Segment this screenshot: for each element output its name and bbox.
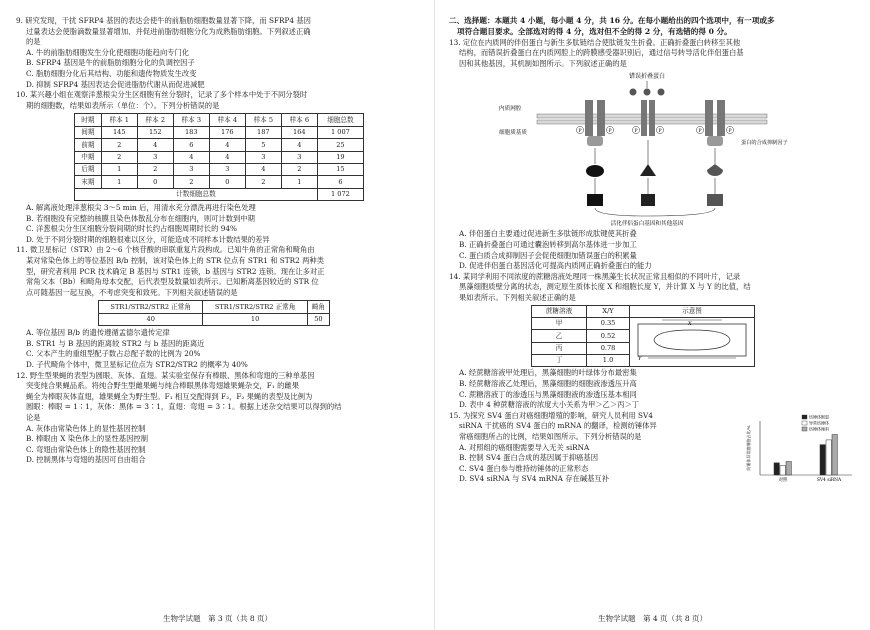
table-cell: 0.52 [587,330,630,342]
table-cell: 19 [317,151,363,163]
q14-option-c: C. 蔗糖溶液丁的渗透压与黑藻细胞液的渗透压基本相同 [459,389,637,399]
q11-table [98,300,330,326]
table-cell: 183 [173,126,209,138]
section-header-line: 二、选择题：本题共 4 小题，每小题 4 分，共 16 分。在每小题给出的四个选项中，有一项或多 [449,16,775,25]
table-cell: 6 [317,176,363,188]
q11-option-c: C. 父本产生的重组型配子数占总配子数的比例为 20% [26,349,201,359]
table-cell: 3 [137,151,173,163]
bar-0-0 [774,463,779,475]
table-cell: 前期 [75,139,102,151]
q9-stem-line: 9. 研究发现，干扰 SFRP4 基因的表达会使牛的前脂肪细胞数量显著下降，而 SFRP4 基因 [16,16,311,25]
q9-stem-line: 过量表达会使脂滴数量显著增加、并促进前脂肪细胞分化为成熟脂肪细胞。下列叙述正确 [26,26,311,36]
table-cell: 50 [307,313,329,325]
section-header [449,16,860,38]
q11-option-b: B. STR1 与 B 基因的距离较 STR2 与 b 基因的距离近 [26,338,205,348]
q14-stem-line: 14. 某同学利用不同浓度的蔗糖溶液处理同一株黑藻生长状况正常且相似的不同叶片，记录 [449,271,741,281]
table-cell: 152 [137,126,173,138]
q12-option-c: C. 弯翅由常染色体上的隐性基因控制 [26,444,146,454]
svg-text:P: P [658,129,662,135]
signal-molecule-1 [586,165,604,177]
question-11 [16,245,423,370]
q13-option-d: D. 促进伴侣蛋白基因活化可提高内质网正确折叠蛋白的能力 [459,261,652,271]
question-13 [449,38,860,272]
q15-bar-chart [744,411,856,487]
svg-text:P: P [634,129,638,135]
legend-label: 纺锤体断裂 [809,414,829,420]
question-9 [16,16,423,90]
q10-table [74,113,364,201]
q15-stem-line: 常癌细胞所占的比例，结果如图所示。下列分析错误的是 [459,432,642,442]
svg-text:Y: Y [638,356,642,363]
table-cell: 4 [209,151,245,163]
table-cell: 4 [245,163,281,175]
q9-option-d: D. 抑制 SFRP4 基因表达会促进脂肪代谢从而促进减肥 [26,79,205,89]
table-cell: 计数细胞总数 [75,188,318,200]
question-15 [449,411,860,485]
table-cell: 丙 [532,342,587,354]
svg-text:X: X [688,321,692,328]
legend-label: 异常纺锤体 [809,420,829,426]
q10-option-b: B. 若细胞没有完整的核膜且染色体散乱分布在细胞内，则可计数到中期 [26,213,255,223]
q14-option-b: B. 经蔗糖溶液乙处理后，黑藻细胞的细胞液渗透压升高 [459,379,637,389]
figure-label-lumen: 内质网腔 [499,106,522,113]
table-cell: 丁 [532,355,587,367]
table-cell: 10 [203,313,307,325]
svg-text:P: P [578,129,582,135]
q10-stem-line: 10. 某兴趣小组在观察洋葱根尖分生区细胞有丝分裂时，记录了多个样本中处于不同分裂时 [16,90,308,100]
figure-label-inhibitor: 蛋白的合成抑制因子 [741,140,788,147]
table-header: STR1/STR2/STR2 正常角 [99,301,203,313]
q9-option-a: A. 牛的前脂肪细胞发生分化使细胞功能趋向专门化 [26,47,190,57]
table-cell: 6 [173,139,209,151]
q14-cell-diagram [630,317,755,367]
legend-swatch [802,421,807,425]
q11-stem-line: 常角父本（Bb）和畸角母本交配，后代表型及数量如表所示。已知断离基因较近的 STR 位 [26,277,319,287]
q9-stem-line: 的是 [26,37,41,47]
figure-label-bottom: 活化伴侣蛋白基因和其他基因 [610,221,684,228]
table-cell: 2 [101,151,137,163]
table-cell: 中期 [75,151,102,163]
q12-stem-line: 蝇全为棒眼灰体直翅，雄果蝇全为野生型。F₁ 相互交配得到 F₂，F₂ 果蝇的表型及比例为 [26,391,313,401]
table-cell: 3 [209,163,245,175]
table-row [75,126,364,138]
table-header: 示意图 [630,305,755,317]
table-cell: 2 [281,163,317,175]
q13-option-b: B. 正确折叠蛋白可通过囊泡转移到高尔基体进一步加工 [459,239,637,249]
table-cell: 1.0 [587,355,630,367]
table-row [99,313,330,325]
misfolded-protein-icons [630,89,665,96]
question-12 [16,371,423,466]
table-cell: 2 [173,176,209,188]
q13-mechanism-figure [497,70,797,228]
table-header: 时期 [75,114,102,126]
q12-stem-line: 突变纯合果蝇品系。将纯合野生型雌果蝇与纯合棒眼黑体弯翅雄果蝇杂交，F₁ 的雌果 [26,381,299,391]
table-row [75,188,364,200]
table-header: X/Y [587,305,630,317]
q14-stem-line: 黑藻细胞质壁分离的状态，测定原生质体长度 X 和细胞长度 Y，并计算 X 与 Y 的比值，结 [459,282,751,292]
table-cell: 4 [281,139,317,151]
table-cell: 1 007 [317,126,363,138]
table-header: 样本 4 [209,114,245,126]
table-cell: 3 [281,151,317,163]
signal-molecule-3 [707,164,723,176]
table-cell: 后期 [75,163,102,175]
table-cell: 1 [101,163,137,175]
table-header-row [99,301,330,313]
q13-stem-line: 结构，而错误折叠蛋白在内质网腔上的跨膜感受器识别后，通过信号转导活化伴侣蛋白基 [459,48,744,58]
q14-option-d: D. 表中 4 种蔗糖溶液的浓度大小关系为甲＞乙＞丙＞丁 [459,400,640,410]
table-header: 样本 5 [245,114,281,126]
table-cell: 40 [99,313,203,325]
table-header-row [75,114,364,126]
table-header: 样本 3 [173,114,209,126]
q12-stem-line: 论是 [26,412,41,422]
q11-stem-line: 某对常染色体上的等位基因 B/b 控制，该对染色体上的 STR 位点有 STR1 和 STR2 两种类 [26,256,325,266]
legend-swatch [802,427,807,431]
q15-option-d: D. SV4 siRNA 与 SV4 mRNA 存在碱基互补 [459,474,610,484]
table-cell: 0 [137,176,173,188]
q11-option-d: D. 子代畸角个体中，微卫星标记位点为 STR2/STR2 的概率为 40% [26,359,248,369]
q11-stem-line: 11. 微卫星标记（STR）由 2～6 个核苷酸的串联重复片段构成。已知牛角的正常角和畸角由 [16,245,315,255]
q15-option-c: C. SV4 蛋白参与维持纺锤体的正常形态 [459,463,589,473]
q15-stem-line: 15. 为探究 SV4 蛋白对癌细胞增殖的影响，研究人员利用 SV4 [449,410,653,420]
q13-stem-line: 因和其他基因，其机制如图所示。下列叙述正确的是 [459,58,627,68]
table-cell: 145 [101,126,137,138]
q14-table [531,305,755,368]
table-cell: 187 [245,126,281,138]
table-header: 样本 6 [281,114,317,126]
q13-option-a: A. 伴侣蛋白主要通过促进新生多肽链形成肽键使其折叠 [459,229,637,239]
table-cell: 1 [101,176,137,188]
table-cell: 4 [209,139,245,151]
table-cell: 15 [317,163,363,175]
q11-stem-line: 点可随基因一起互换，不考虑突变和致死。下列相关叙述错误的是 [26,287,238,297]
table-cell: 末期 [75,176,102,188]
table-cell: 3 [173,163,209,175]
table-cell: 甲 [532,317,587,329]
right-page-footer: 生物学试题 第 4 页（共 8 页） [597,614,708,623]
plasmolysis-cell-diagram [632,318,752,362]
table-cell: 乙 [532,330,587,342]
q11-stem-line: 型，研究者利用 PCR 技术确定 B 基因与 STR1 连锁，b 基因与 STR2 连锁。现在让多对正 [26,266,325,276]
left-page-footer: 生物学试题 第 3 页（共 8 页） [162,614,273,623]
q10-stem-line: 期的细胞数，结果如表所示（单位：个）。下列分析错误的是 [26,100,220,110]
table-row [75,163,364,175]
right-page [435,0,870,630]
figure-label-top: 错误折叠蛋白 [628,73,666,81]
table-row [532,317,755,329]
q10-option-d: D. 处于不同分裂时期的细胞很难以区分，可能造成不同样本计数结果的差异 [26,234,270,244]
table-header: 细胞总数 [317,114,363,126]
x-tick-label: SV4 siRNA [816,477,842,483]
bar-1-0 [820,444,825,474]
table-cell: 2 [245,176,281,188]
table-cell: 间期 [75,126,102,138]
legend-swatch [802,415,807,419]
q12-stem-line: 圆眼：棒眼 = 1∶1，灰体：黑体 = 3∶1，直翅：弯翅 = 3∶1。根据上述杂交结果可以得到的结 [26,402,342,412]
table-cell: 164 [281,126,317,138]
q12-option-a: A. 灰体由常染色体上的显性基因控制 [26,423,146,433]
q15-option-b: B. 控制 SV4 蛋白合成的基因属于抑癌基因 [459,453,599,463]
q10-option-a: A. 解离液处理洋葱根尖 3～5 min 后，用清水充分漂洗再进行染色处理 [26,203,256,213]
section-header-line: 项符合题目要求。全部选对的得 4 分，选对但不全的得 2 分，有选错的得 0 分。 [457,26,732,36]
signal-molecule-2 [640,164,656,176]
table-row [75,139,364,151]
figure-label-cytosol: 细胞质基质 [499,130,527,137]
q14-stem-line: 果如表所示。下列相关叙述正确的是 [459,292,576,302]
table-header: 样本 1 [101,114,137,126]
question-14 [449,272,860,411]
bar-1-2 [832,434,837,475]
table-row [75,151,364,163]
svg-text:P: P [728,129,732,135]
bar-1-1 [826,440,831,475]
table-cell: 1 072 [317,188,363,200]
q9-option-c: C. 脂肪细胞分化后其结构、功能和遗传物质发生改变 [26,68,197,78]
q12-stem-line: 12. 野生型果蝇的表型为圆眼、灰体、直翅。某实验室保存有棒眼、黑体和弯翅的三种单基因 [16,370,315,380]
table-cell: 0 [209,176,245,188]
table-cell: 1 [281,176,317,188]
table-cell: 2 [101,139,137,151]
table-header-row [532,305,755,317]
q12-option-d: D. 控制黑体与弯翅的基因可自由组合 [26,455,146,465]
q9-option-b: B. SFRP4 基因是牛的前脂肪细胞分化的负调控因子 [26,58,195,68]
legend-label: 纺锤体倾斜 [809,426,829,432]
question-10 [16,90,423,245]
q13-stem-line: 13. 定位在内质网的伴侣蛋白与新生多肽链结合使肽链发生折叠。正确折叠蛋白转移至其他 [449,37,741,47]
table-cell: 4 [137,139,173,151]
q14-option-a: A. 经蔗糖溶液甲处理后，黑藻细胞的叶绿体分布最密集 [459,368,637,378]
bar-0-1 [780,465,785,474]
table-header: 畸角 [307,301,329,313]
bar-0-2 [786,461,791,475]
svg-text:P: P [698,129,702,135]
table-cell: 3 [245,151,281,163]
x-tick-label: 对照 [778,477,788,483]
table-cell: 5 [245,139,281,151]
table-header: 蔗糖溶液 [532,305,587,317]
table-cell: 25 [317,139,363,151]
table-header: 样本 2 [137,114,173,126]
convergence-lines [595,208,715,216]
q13-option-c: C. 蛋白质合成抑制因子会促使细胞加错误蛋白的积累量 [459,250,637,260]
table-cell: 4 [173,151,209,163]
table-cell: 0.35 [587,317,630,329]
q11-option-a: A. 等位基因 B/b 的遗传遵循孟德尔遗传定律 [26,328,170,338]
table-cell: 176 [209,126,245,138]
y-axis-label: 纺锤体异常癌细胞占比/% [746,425,751,471]
q15-stem-line: siRNA 干扰癌的 SV4 蛋白的 mRNA 的翻译，检测纺锤体异 [459,421,657,431]
table-row [75,176,364,188]
q12-option-b: B. 棒眼由 X 染色体上的显性基因控制 [26,434,148,444]
q10-option-c: C. 洋葱根尖分生区细胞分裂间期的时长约占细胞周期时长的 94% [26,224,237,234]
table-header: STR1/STR2/STR2 正常角 [203,301,307,313]
svg-text:P: P [608,129,612,135]
table-cell: 2 [137,163,173,175]
table-cell: 0.78 [587,342,630,354]
q15-option-a: A. 对照组的癌细胞需要导入无关 siRNA [459,442,590,452]
